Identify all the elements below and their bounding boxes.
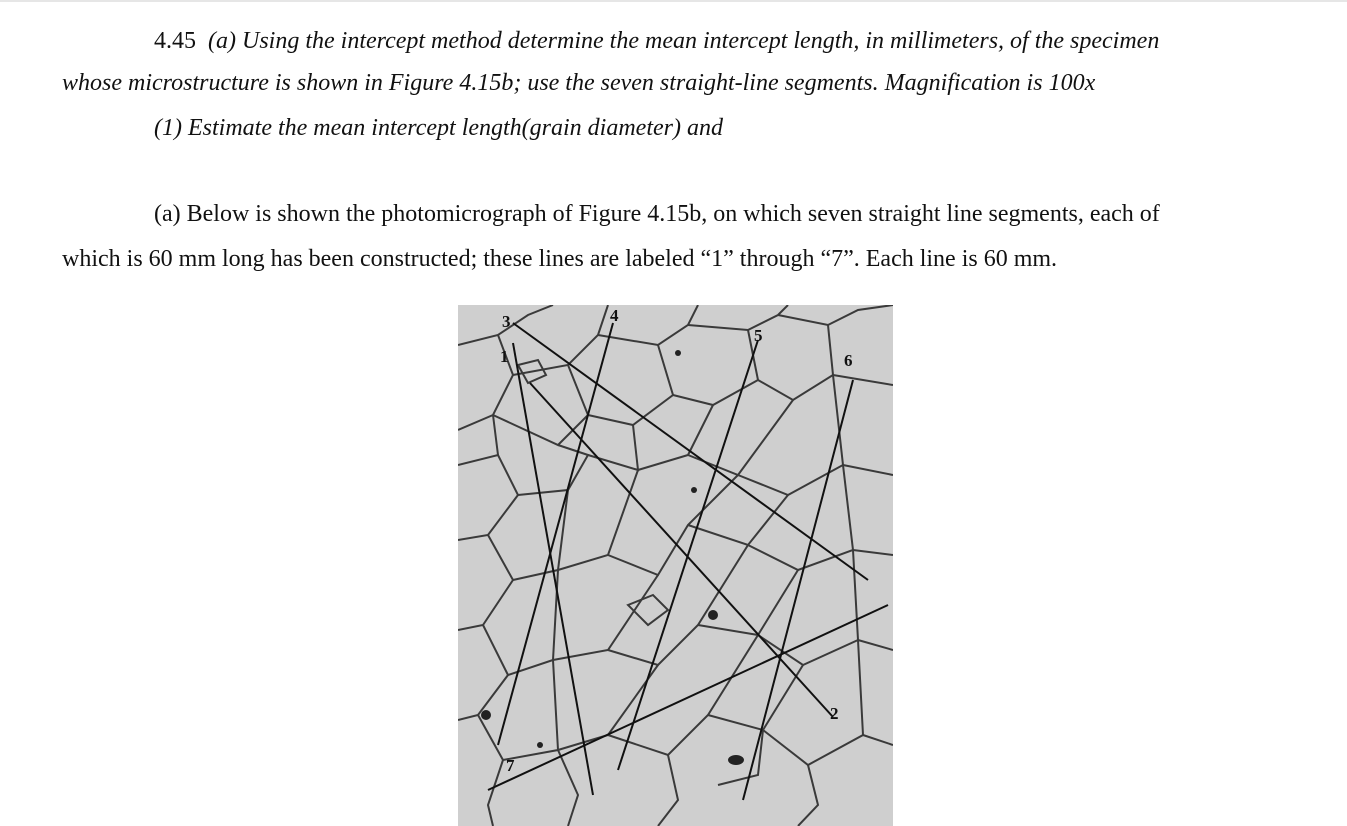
solution-line-2: which is 60 mm long has been constructed; these lines are labeled “1” through “7”. Each line is 60 mm. [62, 246, 1058, 272]
line-label-1: 1 [500, 347, 509, 366]
page-top-border [0, 0, 1347, 2]
micrograph-svg [458, 305, 893, 826]
problem-line-2: whose microstructure is shown in Figure 4.15b; use the seven straight-line segments. Magnification is 100x [62, 70, 1096, 96]
photomicrograph-figure [458, 305, 893, 826]
problem-line-1 [154, 26, 1159, 56]
line-label-6: 6 [844, 351, 853, 370]
line-label-4: 4 [610, 306, 619, 325]
line-label-7: 7 [506, 756, 515, 775]
problem-number: 4.45 [154, 28, 196, 54]
line-label-5: 5 [754, 326, 763, 345]
solution-line-1: (a) Below is shown the photomicrograph of Figure 4.15b, on which seven straight line segments, each of [154, 201, 1160, 227]
problem-line-3: (1) Estimate the mean intercept length(grain diameter) and [154, 115, 723, 141]
line-label-3: 3 [502, 312, 511, 331]
problem-part-a-text: (a) Using the intercept method determine the mean intercept length, in millimeters, of the specimen [208, 28, 1160, 54]
line-label-2: 2 [830, 704, 839, 723]
